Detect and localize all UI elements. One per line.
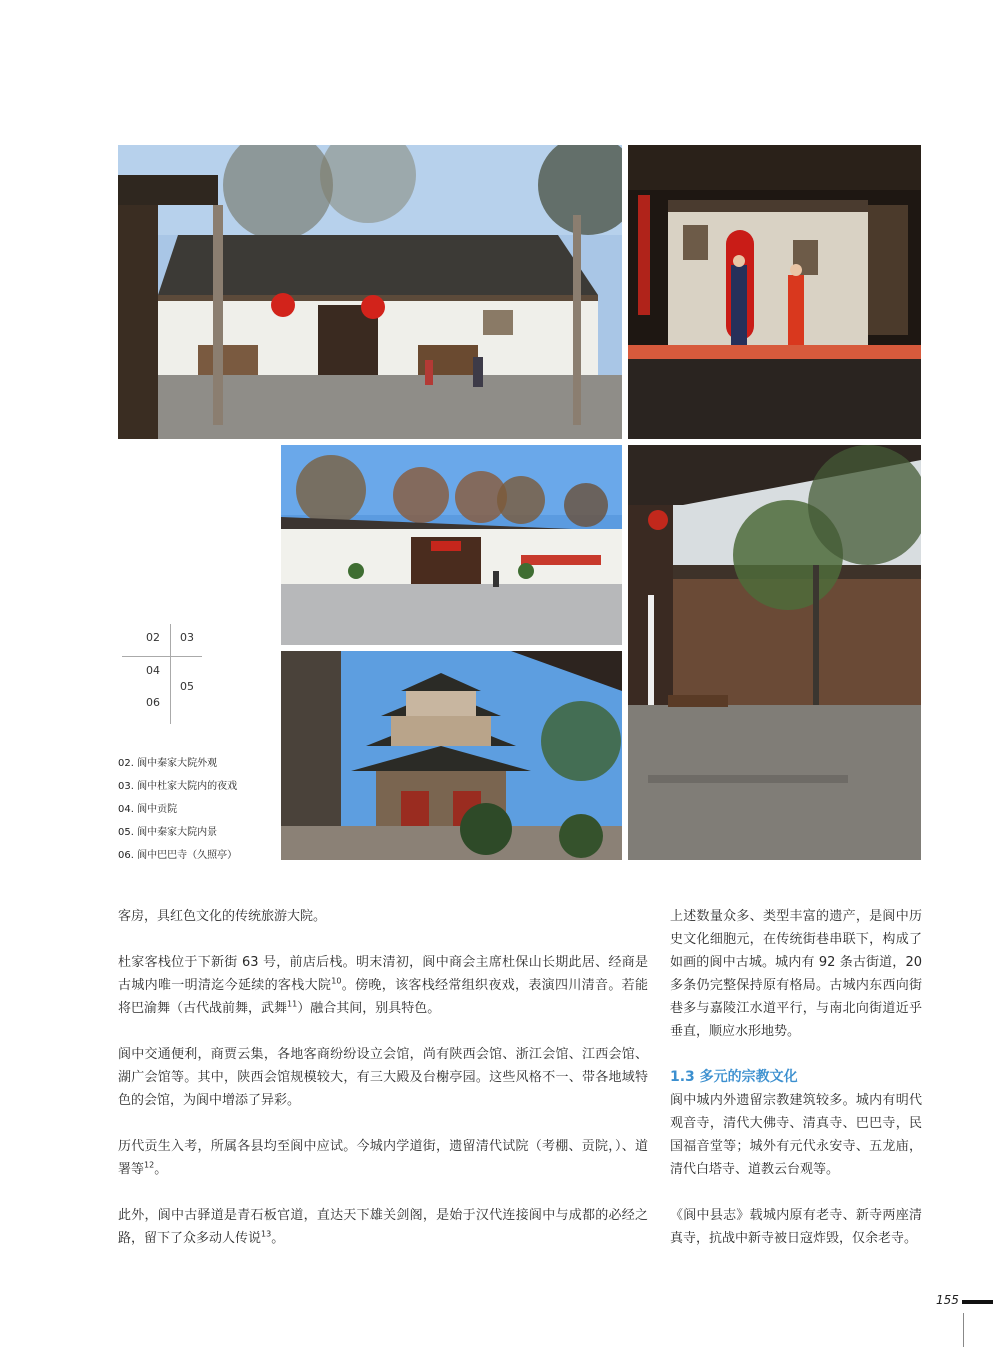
grid-label-02: 02 bbox=[146, 631, 160, 644]
footnote-ref: 11 bbox=[287, 999, 298, 1009]
section-title: 1.3 多元的宗教文化 bbox=[670, 1069, 798, 1085]
footnote-ref: 13 bbox=[261, 1229, 272, 1239]
figure-captions bbox=[118, 752, 278, 867]
caption-03: 03. 阆中杜家大院内的夜戏 bbox=[118, 781, 238, 792]
caption-02: 02. 阆中秦家大院外观 bbox=[118, 758, 218, 769]
photo-gongyuan bbox=[281, 445, 622, 645]
left-text-column bbox=[118, 905, 648, 1273]
footnote-ref: 10 bbox=[331, 976, 342, 986]
photo-du-courtyard-night-opera bbox=[628, 145, 921, 439]
paragraph-post-road: 此外，阆中古驿道是青石板官道，直达天下雄关剑阁，是始于汉代连接阆中与成都的必经之路，留下了众多动人传说$^{13}$。 bbox=[118, 1208, 648, 1246]
page-edge-line bbox=[963, 1313, 964, 1347]
grid-label-06: 06 bbox=[146, 696, 160, 709]
photo-qin-courtyard-interior bbox=[628, 445, 921, 860]
caption-04: 04. 阆中贡院 bbox=[118, 804, 178, 815]
caption-06: 06. 阆中巴巴寺（久照亭） bbox=[118, 850, 238, 861]
grid-divider-horizontal bbox=[122, 656, 202, 657]
footnote-ref: 12 bbox=[144, 1160, 155, 1170]
photo-baba-temple bbox=[281, 651, 622, 860]
grid-divider-vertical bbox=[170, 624, 171, 724]
grid-label-05: 05 bbox=[180, 680, 194, 693]
grid-label-04: 04 bbox=[146, 664, 160, 677]
grid-label-03: 03 bbox=[180, 631, 194, 644]
page-number-bar bbox=[962, 1300, 993, 1304]
paragraph-heritage: 上述数量众多、类型丰富的遗产，是阆中历史文化细胞元，在传统街巷串联下，构成了如画的阆中古城。城内有 92 条古街道，20 多条仍完整保持原有格局。古城内东西向街巷多与嘉陵江水道平行，与南北向街道近乎垂直，顺应水形地势。 bbox=[670, 909, 922, 1039]
paragraph: 客房，具红色文化的传统旅游大院。 bbox=[118, 909, 327, 924]
paragraph-county-annals: 《阆中县志》载城内原有老寺、新寺两座清真寺，抗战中新寺被日寇炸毁，仅余老寺。 bbox=[670, 1208, 922, 1246]
caption-05: 05. 阆中秦家大院内景 bbox=[118, 827, 218, 838]
paragraph-guild-halls: 阆中交通便利，商贾云集，各地客商纷纷设立会馆，尚有陕西会馆、浙江会馆、江西会馆、湖广会馆等。其中，陕西会馆规模较大，有三大殿及台榭亭园。这些风格不一、带各地域特色的会馆，为阆中增添了异彩。 bbox=[118, 1047, 648, 1108]
paragraph-religious-buildings: 阆中城内外遗留宗教建筑较多。城内有明代观音寺，清代大佛寺、清真寺、巴巴寺，民国福音堂等；城外有元代永安寺、五龙庙，清代白塔寺、道教云台观等。 bbox=[670, 1093, 922, 1177]
photo-qin-courtyard-exterior bbox=[118, 145, 622, 439]
page-number: 155 bbox=[936, 1293, 959, 1307]
paragraph-exam-hall: 历代贡生入考，所属各县均至阆中应试。今城内学道街，遗留清代试院（考棚、贡院，）、道署等$^{12}$。 bbox=[118, 1139, 648, 1177]
right-text-column bbox=[670, 905, 922, 1273]
paragraph-du-inn: 杜家客栈位于下新街 63 号，前店后栈。明末清初，阆中商会主席杜保山长期此居、经商是古城内唯一明清迄今延续的客栈大院$^{10}$。傍晚，该客栈经常组织夜戏，表演四川清音。若能将巴渝舞（古代战前舞，武舞$^{11}$）融合其间，别具特色。 bbox=[118, 955, 648, 1016]
